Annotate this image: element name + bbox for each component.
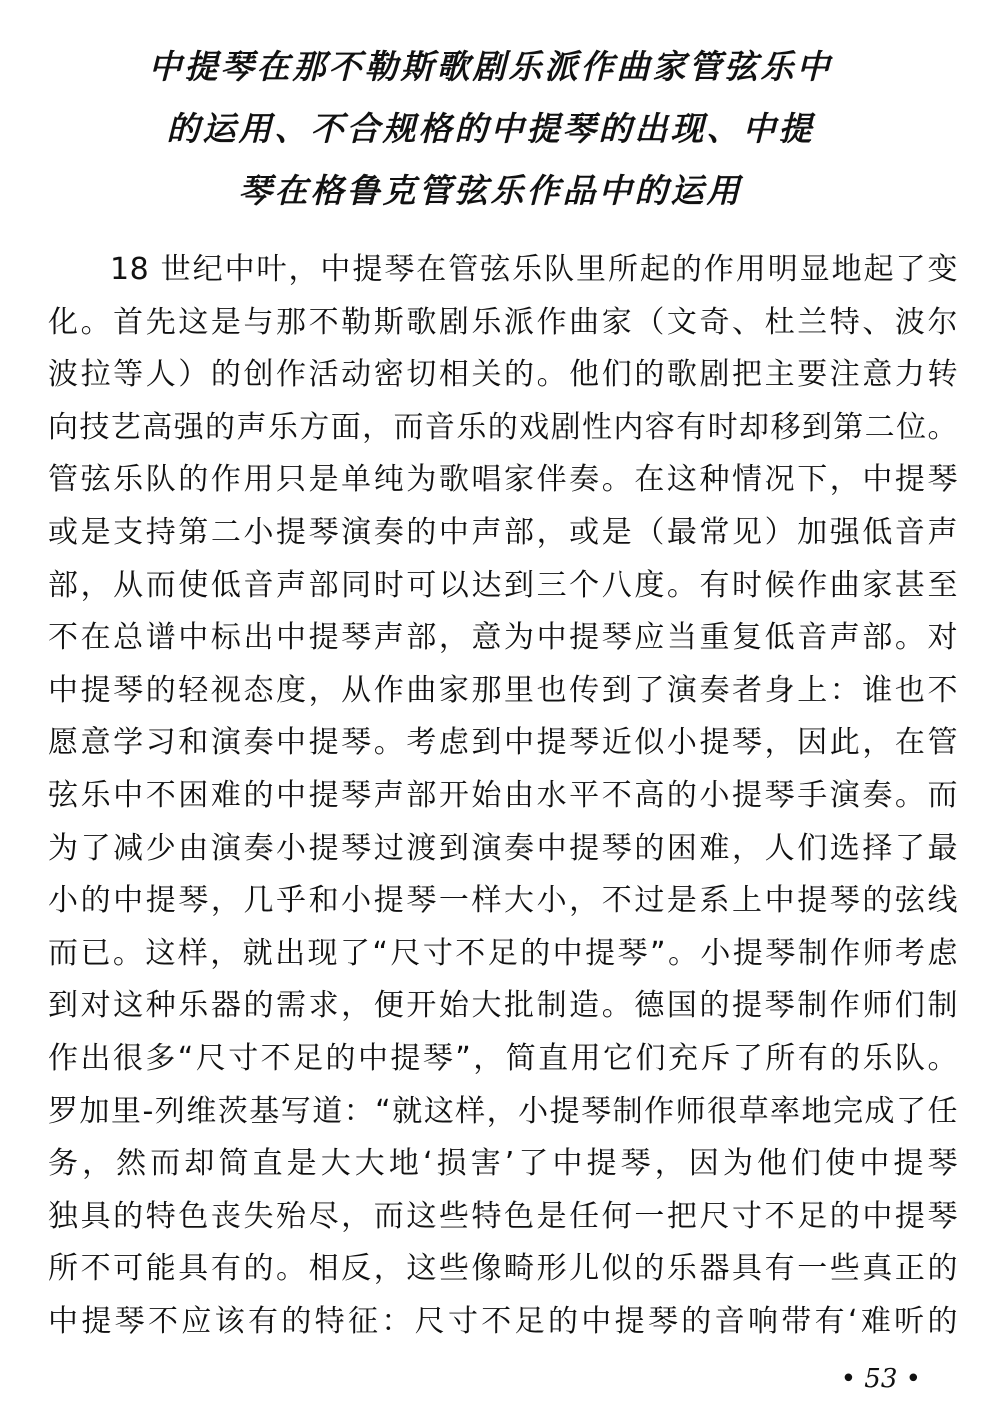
body-line: 而已。这样，就出现了“尺寸不足的中提琴”。小提琴制作师考虑 [48, 935, 958, 971]
body-line: 小的中提琴，几乎和小提琴一样大小，不过是系上中提琴的弦线 [48, 883, 958, 919]
chapter-title [0, 36, 981, 222]
body-line: 中提琴的轻视态度，从作曲家那里也传到了演奏者身上：谁也不 [48, 672, 958, 708]
body-line: 管弦乐队的作用只是单纯为歌唱家伴奏。在这种情况下，中提琴 [48, 462, 958, 498]
body-line: 所不可能具有的。相反，这些像畸形儿似的乐器具有一些真正的 [48, 1251, 958, 1287]
body-line: 18 世纪中叶，中提琴在管弦乐队里所起的作用明显地起了变 [110, 252, 958, 287]
body-line: 中提琴不应该有的特征：尺寸不足的中提琴的音响带有‘难听的 [48, 1303, 958, 1339]
body-line: 作出很多“尺寸不足的中提琴”，简直用它们充斥了所有的乐队。 [48, 1040, 958, 1076]
title-line: 的运用、不合规格的中提琴的出现、中提 [166, 109, 815, 148]
body-line: 罗加里-列维茨基写道：“就这样，小提琴制作师很草率地完成了任 [48, 1093, 958, 1129]
body-line: 务，然而却简直是大大地‘损害’了中提琴，因为他们使中提琴 [48, 1146, 958, 1182]
title-line: 琴在格鲁克管弦乐作品中的运用 [238, 171, 743, 210]
page-number: • 53 • [840, 1364, 921, 1394]
title-line: 中提琴在那不勒斯歌剧乐派作曲家管弦乐中 [148, 47, 833, 86]
body-line: 部，从而使低音声部同时可以达到三个八度。有时候作曲家甚至 [48, 567, 958, 603]
body-line: 愿意学习和演奏中提琴。考虑到中提琴近似小提琴，因此，在管 [48, 725, 958, 761]
body-line: 向技艺高强的声乐方面，而音乐的戏剧性内容有时却移到第二位。 [48, 409, 958, 445]
body-line: 或是支持第二小提琴演奏的中声部，或是（最常见）加强低音声 [48, 514, 958, 550]
body-line: 不在总谱中标出中提琴声部，意为中提琴应当重复低音声部。对 [48, 620, 958, 656]
body-line: 弦乐中不困难的中提琴声部开始由水平不高的小提琴手演奏。而 [48, 777, 958, 813]
body-line: 到对这种乐器的需求，便开始大批制造。德国的提琴制作师们制 [48, 988, 958, 1024]
body-line: 波拉等人）的创作活动密切相关的。他们的歌剧把主要注意力转 [48, 357, 958, 393]
body-paragraph [48, 244, 958, 1348]
body-line: 独具的特色丧失殆尽，而这些特色是任何一把尺寸不足的中提琴 [48, 1198, 958, 1234]
body-line: 为了减少由演奏小提琴过渡到演奏中提琴的困难，人们选择了最 [48, 830, 958, 866]
body-line: 化。首先这是与那不勒斯歌剧乐派作曲家（文奇、杜兰特、波尔 [48, 304, 958, 340]
